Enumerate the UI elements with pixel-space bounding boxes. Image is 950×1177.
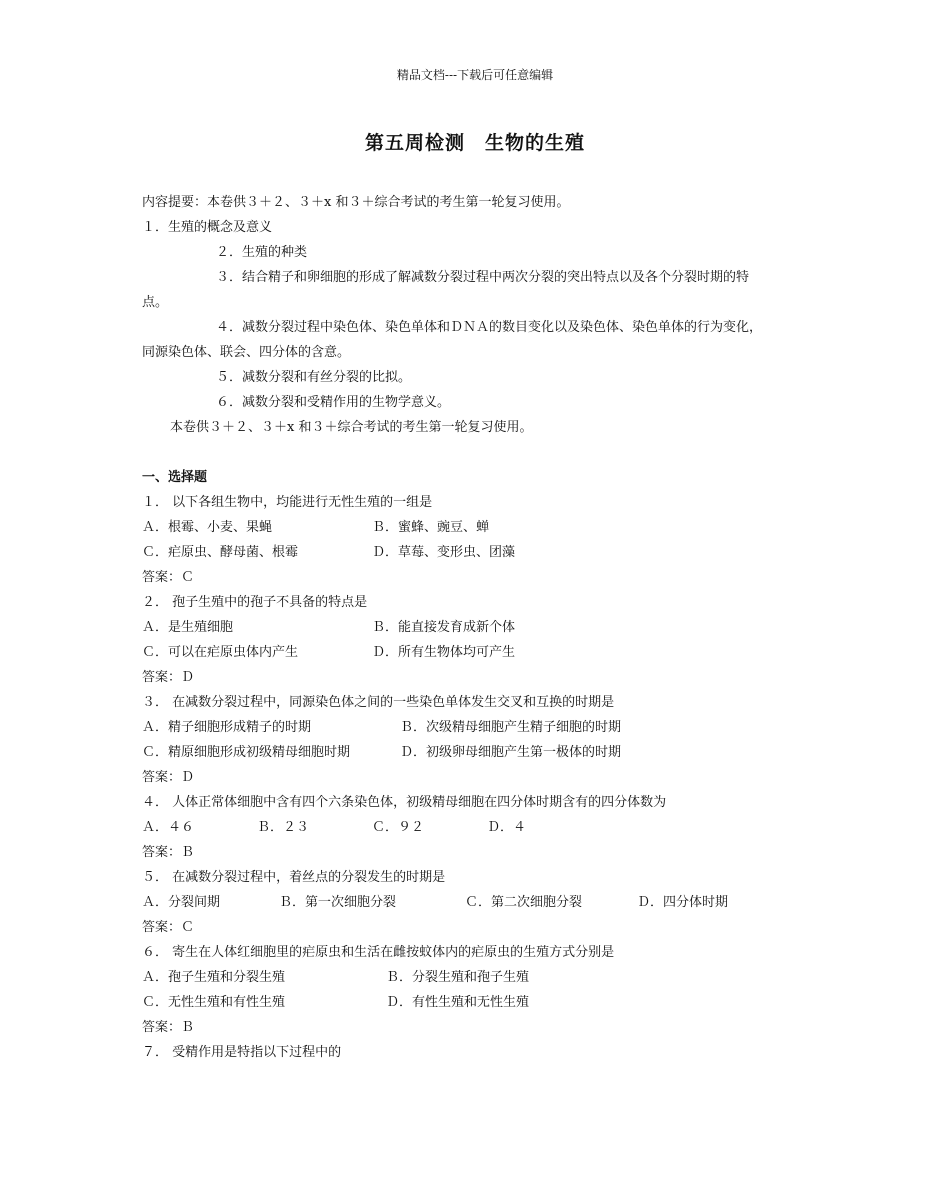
question-5: ５． 在减数分裂过程中，着丝点的分裂发生的时期是 <box>142 870 446 885</box>
q4-option-a: Ａ．４６ <box>142 820 195 835</box>
q5-option-c: Ｃ．第二次细胞分裂 <box>465 895 583 910</box>
q4-option-d: Ｄ．４ <box>487 820 527 835</box>
q5-option-d: Ｄ．四分体时期 <box>637 895 729 910</box>
q1-answer: 答案：Ｃ <box>142 570 195 585</box>
q2-option-b: Ｂ．能直接发育成新个体 <box>372 620 516 635</box>
q3-option-a: Ａ．精子细胞形成精子的时期 <box>142 720 312 735</box>
q1-option-b: Ｂ．蜜蜂、豌豆、蝉 <box>372 520 490 535</box>
q5-option-b: Ｂ．第一次细胞分裂 <box>279 895 397 910</box>
q3-answer: 答案：Ｄ <box>142 770 195 785</box>
q1-option-c: Ｃ．疟原虫、酵母菌、根霉 <box>142 545 299 560</box>
question-6: ６． 寄生在人体红细胞里的疟原虫和生活在雌按蚊体内的疟原虫的生殖方式分别是 <box>142 945 615 960</box>
q2-option-d: Ｄ．所有生物体均可产生 <box>372 645 516 660</box>
question-3: ３． 在减数分裂过程中，同源染色体之间的一些染色单体发生交叉和互换的时期是 <box>142 695 615 710</box>
q1-option-d: Ｄ．草莓、变形虫、团藻 <box>372 545 516 560</box>
intro-point-3-cont: 点。 <box>142 295 169 310</box>
q6-answer: 答案：Ｂ <box>142 1020 195 1035</box>
intro-point-3: ３．结合精子和卵细胞的形成了解减数分裂过程中两次分裂的突出特点以及各个分裂时期的特 <box>216 270 750 285</box>
q4-option-b: Ｂ．２３ <box>257 820 310 835</box>
q6-option-d: Ｄ．有性生殖和无性生殖 <box>386 995 530 1010</box>
q4-option-c: Ｃ．９２ <box>372 820 425 835</box>
intro-point-4: ４．减数分裂过程中染色体、染色单体和ＤＮＡ的数目变化以及染色体、染色单体的行为变化， <box>216 320 763 335</box>
question-2: ２． 孢子生殖中的孢子不具备的特点是 <box>142 595 368 610</box>
q3-option-b: Ｂ．次级精母细胞产生精子细胞的时期 <box>400 720 622 735</box>
question-1: １． 以下各组生物中，均能进行无性生殖的一组是 <box>142 495 433 510</box>
q3-option-d: Ｄ．初级卵母细胞产生第一极体的时期 <box>400 745 622 760</box>
intro-point-6: ６．减数分裂和受精作用的生物学意义。 <box>216 395 451 410</box>
intro-point-5: ５．减数分裂和有丝分裂的比拟。 <box>216 370 412 385</box>
q6-option-c: Ｃ．无性生殖和有性生殖 <box>142 995 286 1010</box>
section-title: 一、选择题 <box>142 470 208 485</box>
page-header: 精品文档---下载后可任意编辑 <box>396 68 554 82</box>
q5-answer: 答案：Ｃ <box>142 920 195 935</box>
q2-option-c: Ｃ．可以在疟原虫体内产生 <box>142 645 299 660</box>
q6-option-b: Ｂ．分裂生殖和孢子生殖 <box>386 970 530 985</box>
question-7: ７． 受精作用是特指以下过程中的 <box>142 1045 342 1060</box>
q2-option-a: Ａ．是生殖细胞 <box>142 620 234 635</box>
q6-option-a: Ａ．孢子生殖和分裂生殖 <box>142 970 286 985</box>
intro-note: 本卷供３＋２、３＋x 和３＋综合考试的考生第一轮复习使用。 <box>170 420 533 435</box>
intro-point-4-cont: 同源染色体、联会、四分体的含意。 <box>142 345 351 360</box>
intro-point-1: １．生殖的概念及意义 <box>142 220 273 235</box>
q1-option-a: Ａ．根霉、小麦、果蝇 <box>142 520 273 535</box>
q4-answer: 答案：Ｂ <box>142 845 195 860</box>
intro-lead: 内容提要：本卷供３＋２、３＋x 和３＋综合考试的考生第一轮复习使用。 <box>142 195 570 210</box>
q3-option-c: Ｃ．精原细胞形成初级精母细胞时期 <box>142 745 351 760</box>
page-title: 第五周检测 生物的生殖 <box>364 132 585 154</box>
intro-point-2: ２．生殖的种类 <box>216 245 308 260</box>
q2-answer: 答案：Ｄ <box>142 670 195 685</box>
q5-option-a: Ａ．分裂间期 <box>142 895 221 910</box>
question-4: ４． 人体正常体细胞中含有四个六条染色体，初级精母细胞在四分体时期含有的四分体数为 <box>142 795 667 810</box>
